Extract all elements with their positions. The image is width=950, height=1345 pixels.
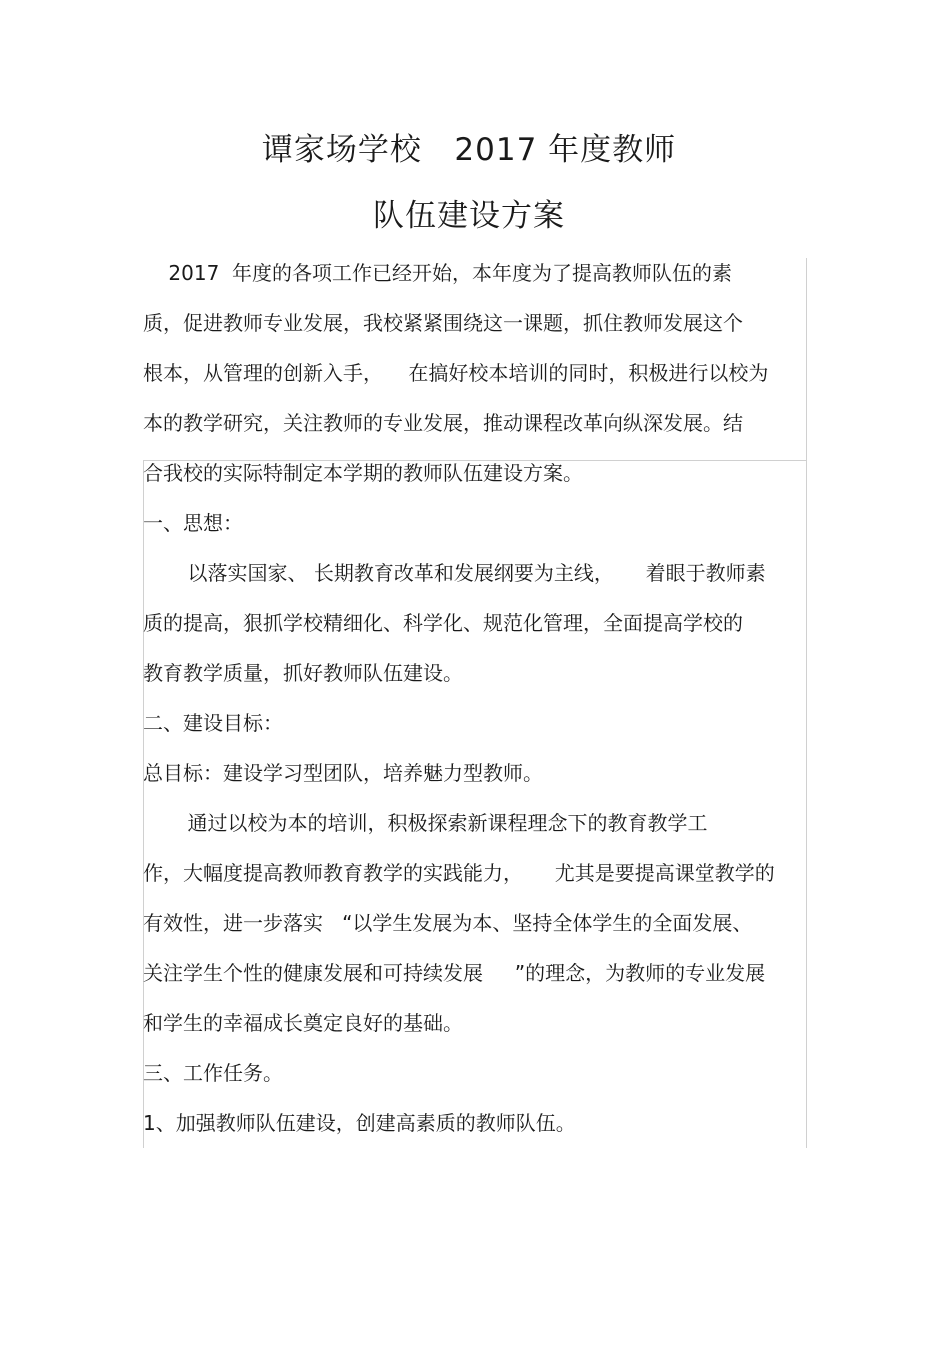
section-heading: 一、思想： — [143, 511, 243, 535]
paragraph-line: 和学生的幸福成长奠定良好的基础。 — [143, 1011, 463, 1035]
paragraph-line: 2017 年度的各项工作已经开始，本年度为了提高教师队伍的素 — [143, 261, 733, 285]
paragraph-line: 有效性，进一步落实 “以学生发展为本、坚持全体学生的全面发展、 — [143, 911, 753, 935]
paragraph-line: 关注学生个性的健康发展和可持续发展 ”的理念，为教师的专业发展 — [143, 961, 766, 985]
paragraph-line: 合我校的实际特制定本学期的教师队伍建设方案。 — [143, 461, 583, 485]
paragraph-line: 以落实国家、 长期教育改革和发展纲要为主线， 着眼于教师素 — [143, 561, 766, 585]
document-title-line-1: 谭家场学校 2017 年度教师 — [261, 132, 677, 168]
paragraph-line: 质，促进教师专业发展，我校紧紧围绕这一课题，抓住教师发展这个 — [143, 311, 743, 335]
document-title-line-2: 队伍建设方案 — [373, 198, 565, 234]
paragraph-line: 教育教学质量，抓好教师队伍建设。 — [143, 661, 463, 685]
paragraph-line: 1、加强教师队伍建设，创建高素质的教师队伍。 — [143, 1111, 576, 1135]
paragraph-line: 根本，从管理的创新入手， 在搞好校本培训的同时，积极进行以校为 — [143, 361, 769, 385]
section-heading: 二、建设目标： — [143, 711, 283, 735]
paragraph-line: 总目标：建设学习型团队，培养魅力型教师。 — [143, 761, 543, 785]
paragraph-line: 通过以校为本的培训，积极探索新课程理念下的教育教学工 — [143, 811, 708, 835]
frame-right-border — [806, 258, 807, 1148]
paragraph-line: 本的教学研究，关注教师的专业发展，推动课程改革向纵深发展。结 — [143, 411, 743, 435]
section-heading: 三、工作任务。 — [143, 1061, 283, 1085]
paragraph-line: 作，大幅度提高教师教育教学的实践能力， 尤其是要提高课堂教学的 — [143, 861, 775, 885]
paragraph-line: 质的提高，狠抓学校精细化、科学化、规范化管理，全面提高学校的 — [143, 611, 743, 635]
